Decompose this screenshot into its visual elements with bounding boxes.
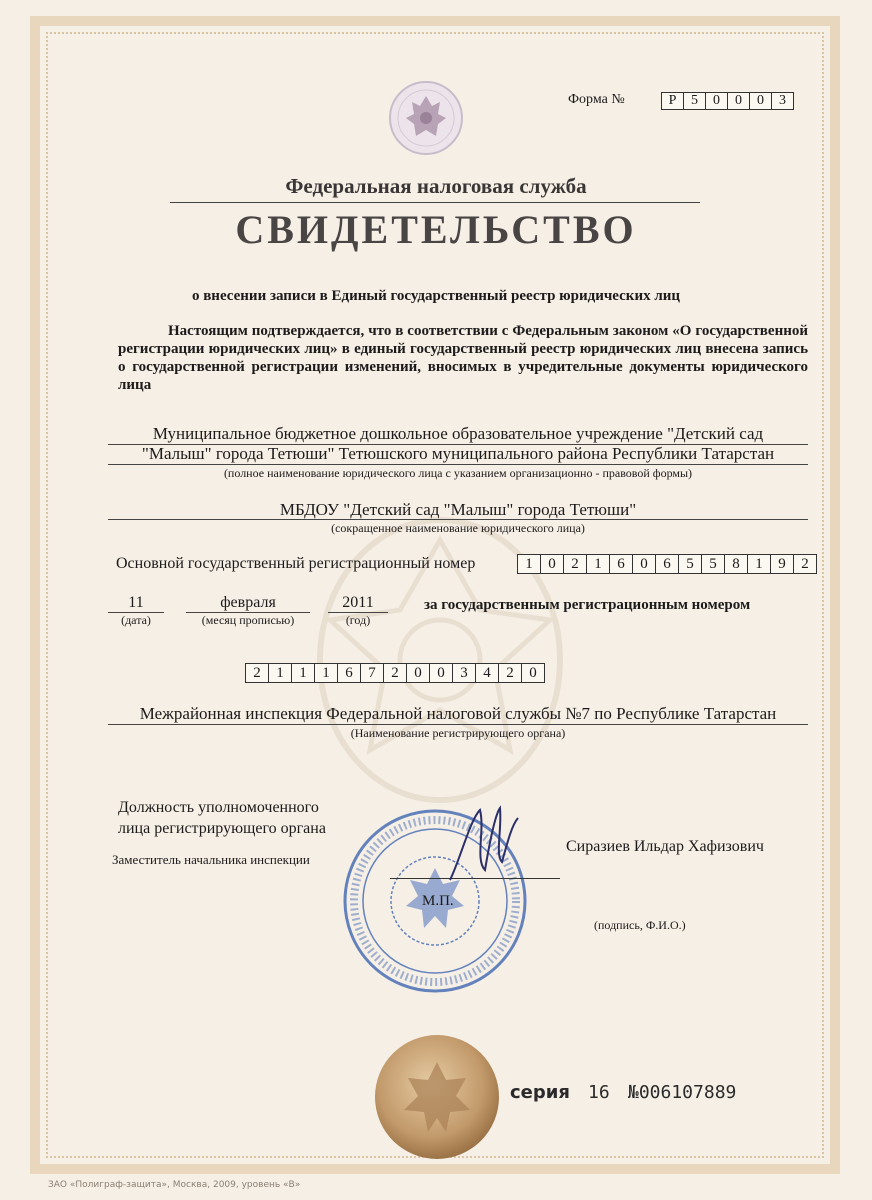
state-emblem-icon — [388, 80, 464, 156]
document-title: СВИДЕТЕЛЬСТВО — [235, 207, 637, 252]
form-code-cell: 0 — [705, 92, 728, 110]
form-code-cell: 0 — [727, 92, 750, 110]
series-label: серия — [510, 1082, 570, 1103]
ogrn-digit: 1 — [747, 554, 771, 574]
authority-hint: (Наименование регистрирующего органа) — [350, 726, 566, 740]
signature-hint: (подпись, Ф.И.О.) — [594, 918, 686, 932]
authority-rule — [108, 724, 808, 725]
date-month-hint: (месяц прописью) — [201, 613, 295, 627]
ogrn-digit: 9 — [770, 554, 794, 574]
date-year: 2011 — [342, 594, 374, 611]
grn-digit: 7 — [360, 663, 384, 683]
grn-digit: 0 — [406, 663, 430, 683]
ogrn-digit: 5 — [678, 554, 702, 574]
grn-digit: 2 — [245, 663, 269, 683]
background-emblem-icon — [290, 500, 590, 820]
grn-digit: 1 — [314, 663, 338, 683]
certificate-number: №006107889 — [628, 1082, 737, 1103]
hologram-seal-icon — [374, 1034, 500, 1160]
ogrn-digit: 0 — [632, 554, 656, 574]
grn-digit: 4 — [475, 663, 499, 683]
form-code-cell: 0 — [749, 92, 772, 110]
stamp-place-label: М.П. — [422, 893, 454, 909]
position-label-line-2: лица регистрирующего органа — [118, 820, 326, 837]
grn-digits — [246, 663, 545, 683]
full-name-line-1: Муниципальное бюджетное дошкольное образовательное учреждение "Детский сад — [152, 424, 764, 443]
grn-digit: 1 — [268, 663, 292, 683]
registering-authority: Межрайонная инспекция Федеральной налоговой службы №7 по Республике Татарстан — [139, 704, 777, 723]
document-subtitle: о внесении записи в Единый государственный реестр юридических лиц — [191, 288, 681, 304]
form-code-cell: 3 — [771, 92, 794, 110]
grn-digit: 1 — [291, 663, 315, 683]
grn-digit: 6 — [337, 663, 361, 683]
ogrn-digit: 1 — [586, 554, 610, 574]
grn-digit: 0 — [521, 663, 545, 683]
ogrn-digit: 8 — [724, 554, 748, 574]
date-month: февраля — [220, 594, 276, 611]
grn-digit: 2 — [383, 663, 407, 683]
signature-icon — [440, 800, 530, 890]
position-label-line-1: Должность уполномоченного — [118, 799, 319, 816]
agency-name: Федеральная налоговая служба — [285, 174, 587, 198]
form-code-cell: 5 — [683, 92, 706, 110]
statement-paragraph — [118, 322, 808, 394]
full-name-rule-2 — [108, 464, 808, 465]
ogrn-digit: 0 — [540, 554, 564, 574]
date-day-hint: (дата) — [121, 613, 151, 627]
grn-digit: 0 — [429, 663, 453, 683]
printer-imprint: ЗАО «Полиграф-защита», Москва, 2009, уровень «В» — [48, 1180, 301, 1190]
full-name-line-2: "Малыш" города Тетюши" Тетюшского муниципального района Республики Татарстан — [141, 444, 775, 463]
date-year-hint: (год) — [345, 613, 371, 627]
ogrn-digit: 6 — [655, 554, 679, 574]
entity-short-name: МБДОУ "Детский сад "Малыш" города Тетюши" — [279, 500, 637, 519]
form-code — [662, 92, 794, 110]
form-label: Форма № — [568, 92, 625, 107]
date-day: 11 — [128, 594, 144, 611]
ogrn-digit: 1 — [517, 554, 541, 574]
ogrn-digit: 6 — [609, 554, 633, 574]
grn-digit: 3 — [452, 663, 476, 683]
full-name-hint: (полное наименование юридического лица с указанием организационно - правовой формы) — [223, 466, 693, 480]
short-name-hint: (сокращенное наименование юридического лица) — [331, 521, 585, 535]
short-name-rule — [108, 519, 808, 520]
ogrn-digit: 2 — [793, 554, 817, 574]
series-value: 16 — [588, 1082, 610, 1103]
official-position: Заместитель начальника инспекции — [112, 852, 310, 867]
full-name-rule-1 — [108, 444, 808, 445]
ogrn-digits — [518, 554, 817, 574]
ogrn-digit: 5 — [701, 554, 725, 574]
statement-text: Настоящим подтверждается, что в соответствии с Федеральным законом «О государственной регистрации юридических лиц» в единый государственный реестр юридических лиц внесена запись о государственной регистрации изменений, вносимых в учредительные документы юридического лица — [118, 323, 808, 393]
ogrn-digit: 2 — [563, 554, 587, 574]
grn-digit: 2 — [498, 663, 522, 683]
form-code-cell: Р — [661, 92, 684, 110]
registration-number-label: за государственным регистрационным номером — [424, 597, 751, 613]
ogrn-label: Основной государственный регистрационный номер — [116, 555, 476, 572]
agency-underline — [170, 202, 700, 203]
position-label — [118, 797, 326, 839]
official-name: Сиразиев Ильдар Хафизович — [566, 838, 764, 855]
